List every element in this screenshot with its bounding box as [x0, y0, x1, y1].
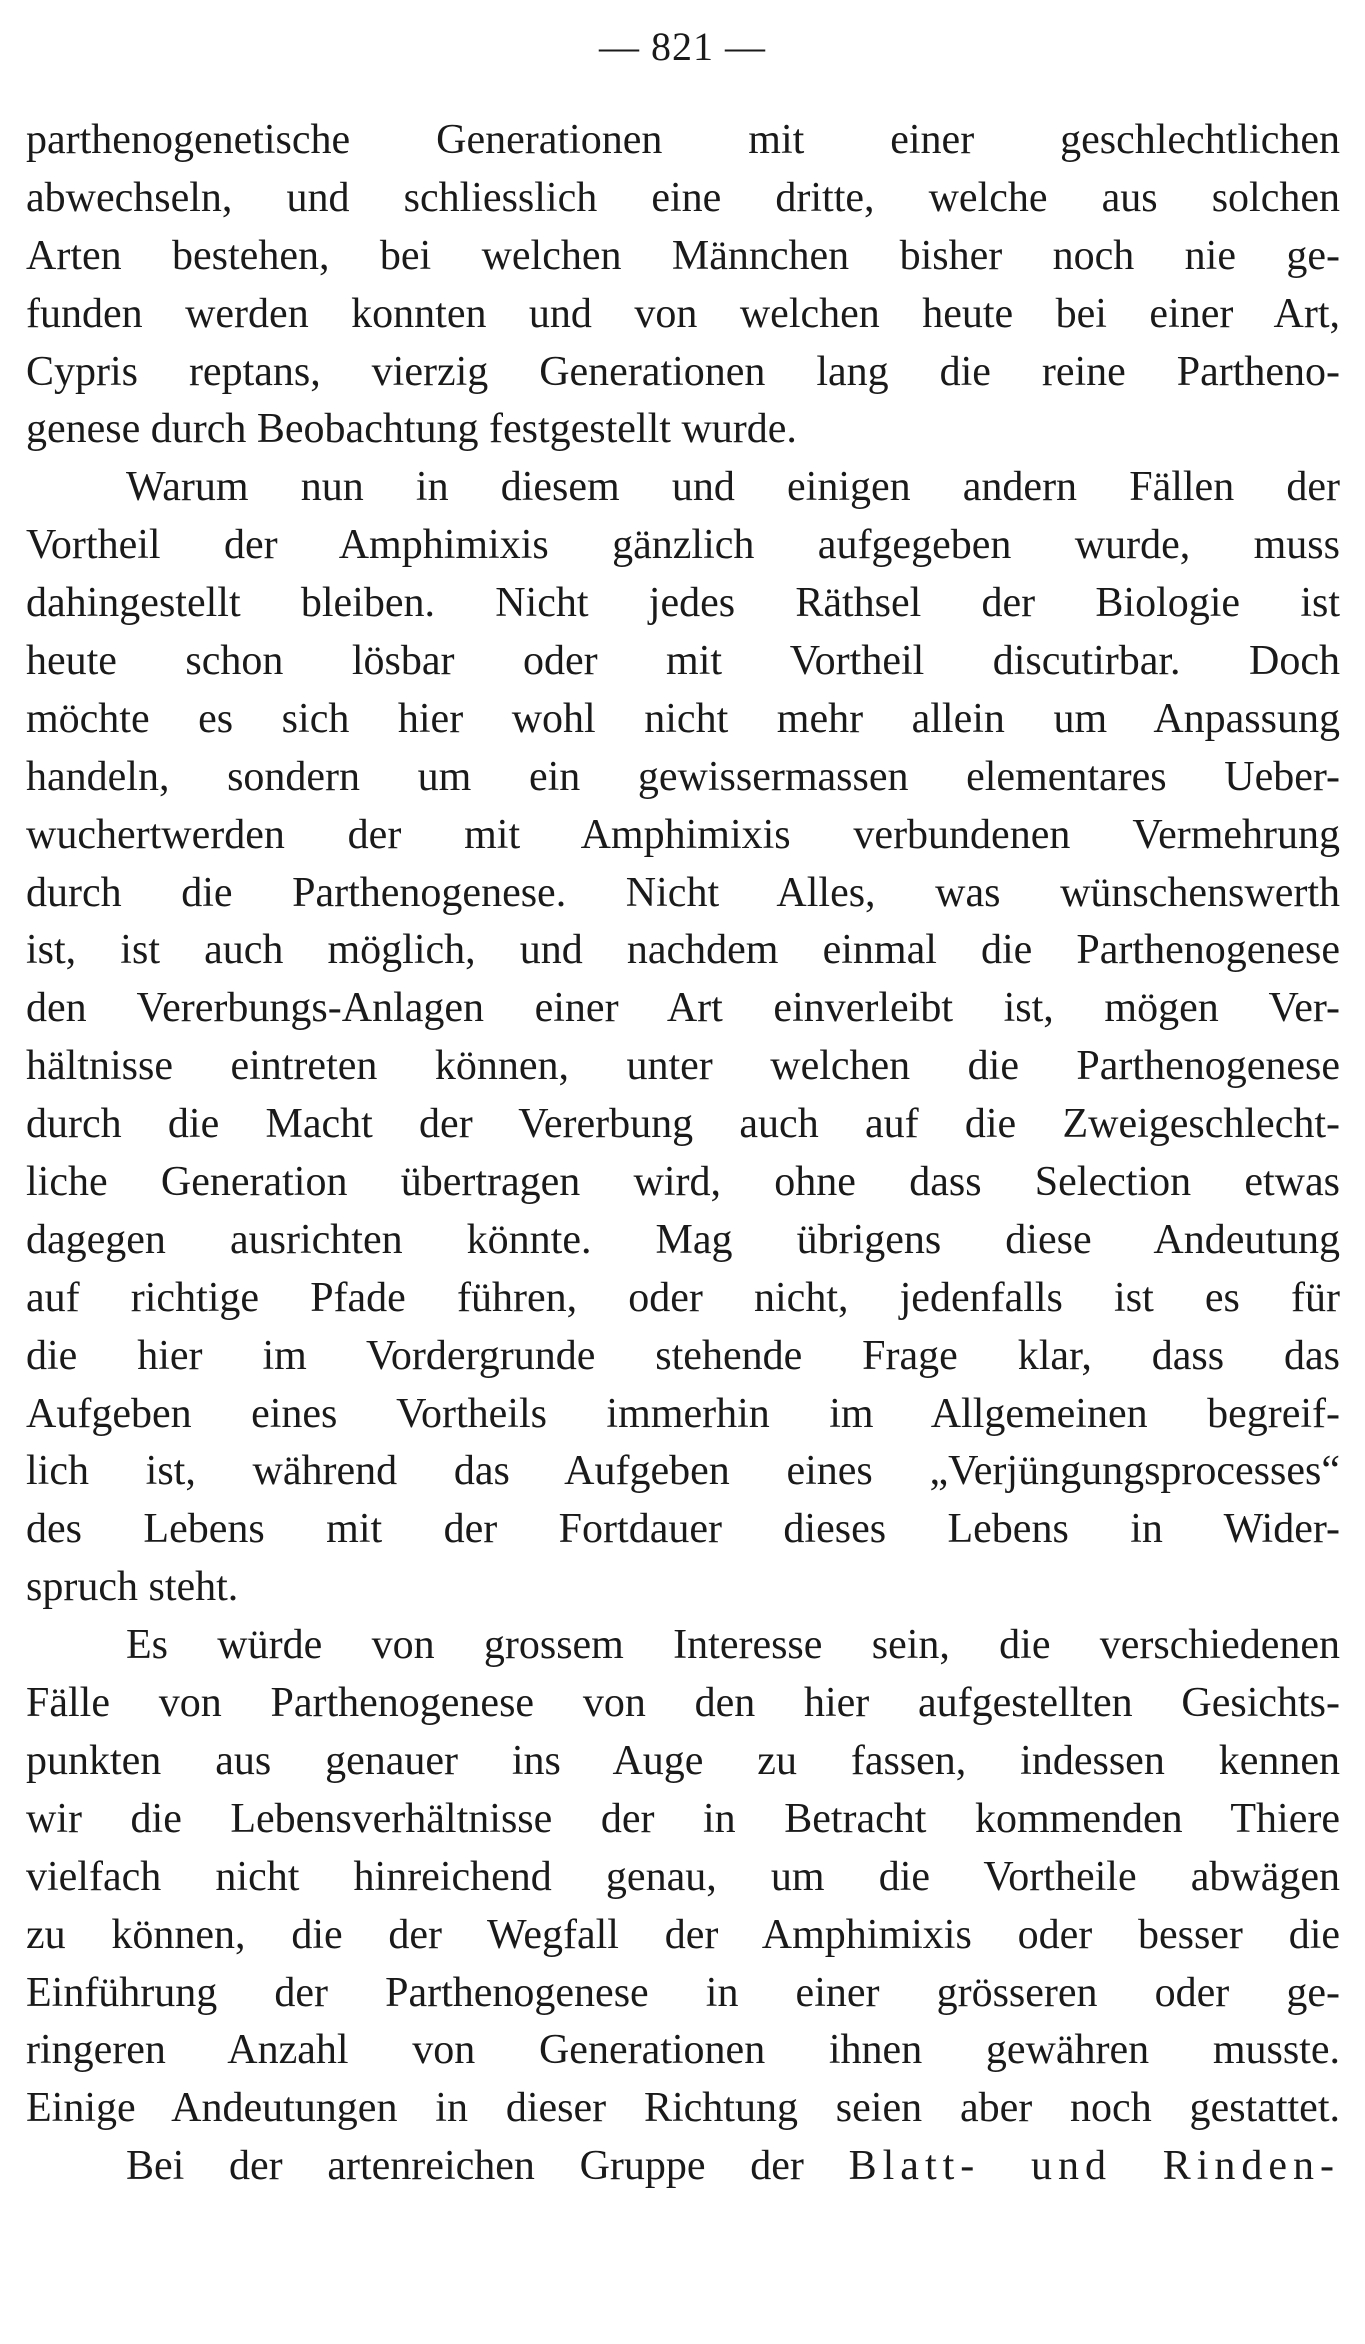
text-line: abwechseln, und schliesslich eine dritte, welche aus solchen	[26, 174, 1340, 221]
text-line: des Lebens mit der Fortdauer dieses Lebens in Wider-	[26, 1506, 1340, 1553]
text-line: funden werden konnten und von welchen heute bei einer Art,	[26, 290, 1340, 337]
text-line: Arten bestehen, bei welchen Männchen bisher noch nie ge-	[26, 232, 1340, 279]
text-line: durch die Parthenogenese. Nicht Alles, was wünschenswerth	[26, 869, 1340, 916]
text-line: durch die Macht der Vererbung auch auf die Zweigeschlecht-	[26, 1101, 1340, 1148]
text-line: lich ist, während das Aufgeben eines „Verjüngungsprocesses“	[26, 1448, 1340, 1495]
text-line-normal: Bei der artenreichen Gruppe der	[126, 2143, 804, 2190]
text-line: wir die Lebensverhältnisse der in Betracht kommenden Thiere	[26, 1795, 1340, 1842]
text-line: punkten aus genauer ins Auge zu fassen, indessen kennen	[26, 1737, 1340, 1784]
text-line: handeln, sondern um ein gewissermassen elementares Ueber-	[26, 753, 1340, 800]
text-line: parthenogenetische Generationen mit einer geschlechtlichen	[26, 117, 1340, 163]
text-line: Einige Andeutungen in dieser Richtung seien aber noch gestattet.	[26, 2085, 1340, 2132]
text-line: den Vererbungs-Anlagen einer Art einverleibt ist, mögen Ver-	[26, 985, 1340, 1032]
text-line: Einführung der Parthenogenese in einer grösseren oder ge-	[26, 1969, 1340, 2016]
text-line: ringeren Anzahl von Generationen ihnen gewähren musste.	[26, 2027, 1340, 2074]
text-line: Cypris reptans, vierzig Generationen lang die reine Partheno-	[26, 348, 1340, 395]
text-line: dahingestellt bleiben. Nicht jedes Räthsel der Biologie ist	[26, 580, 1340, 627]
text-line: dagegen ausrichten könnte. Mag übrigens diese Andeutung	[26, 1216, 1340, 1263]
text-line: vielfach nicht hinreichend genau, um die Vortheile abwägen	[26, 1853, 1340, 1900]
text-line: Aufgeben eines Vortheils immerhin im Allgemeinen begreif-	[26, 1390, 1340, 1437]
text-line: liche Generation übertragen wird, ohne dass Selection etwas	[26, 1159, 1340, 1206]
text-line: Vortheil der Amphimixis gänzlich aufgegeben wurde, muss	[26, 522, 1340, 569]
text-line: spruch steht.	[26, 1564, 239, 1611]
text-line: auf richtige Pfade führen, oder nicht, jedenfalls ist es für	[26, 1274, 1340, 1321]
text-line: genese durch Beobachtung festgestellt wurde.	[26, 406, 797, 453]
text-line: die hier im Vordergrunde stehende Frage klar, dass das	[26, 1332, 1340, 1379]
text-line: hältnisse eintreten können, unter welchen die Parthenogenese	[26, 1043, 1340, 1090]
body-text	[26, 112, 1340, 2196]
text-line-spaced-emphasis: Blatt- und Rinden-	[848, 2143, 1340, 2190]
text-line: Fälle von Parthenogenese von den hier aufgestellten Gesichts-	[26, 1680, 1340, 1727]
page-number: — 821 —	[599, 24, 766, 69]
text-line: möchte es sich hier wohl nicht mehr allein um Anpassung	[26, 695, 1340, 742]
text-line: Warum nun in diesem und einigen andern Fällen der	[126, 464, 1340, 511]
text-line: heute schon lösbar oder mit Vortheil discutirbar. Doch	[26, 638, 1340, 685]
text-line: ist, ist auch möglich, und nachdem einmal die Parthenogenese	[26, 927, 1340, 974]
text-line: wuchertwerden der mit Amphimixis verbundenen Vermehrung	[26, 811, 1340, 858]
text-line: zu können, die der Wegfall der Amphimixis oder besser die	[26, 1911, 1340, 1958]
text-line: Es würde von grossem Interesse sein, die verschiedenen	[126, 1622, 1340, 1669]
text-line-final	[26, 2138, 1340, 2196]
